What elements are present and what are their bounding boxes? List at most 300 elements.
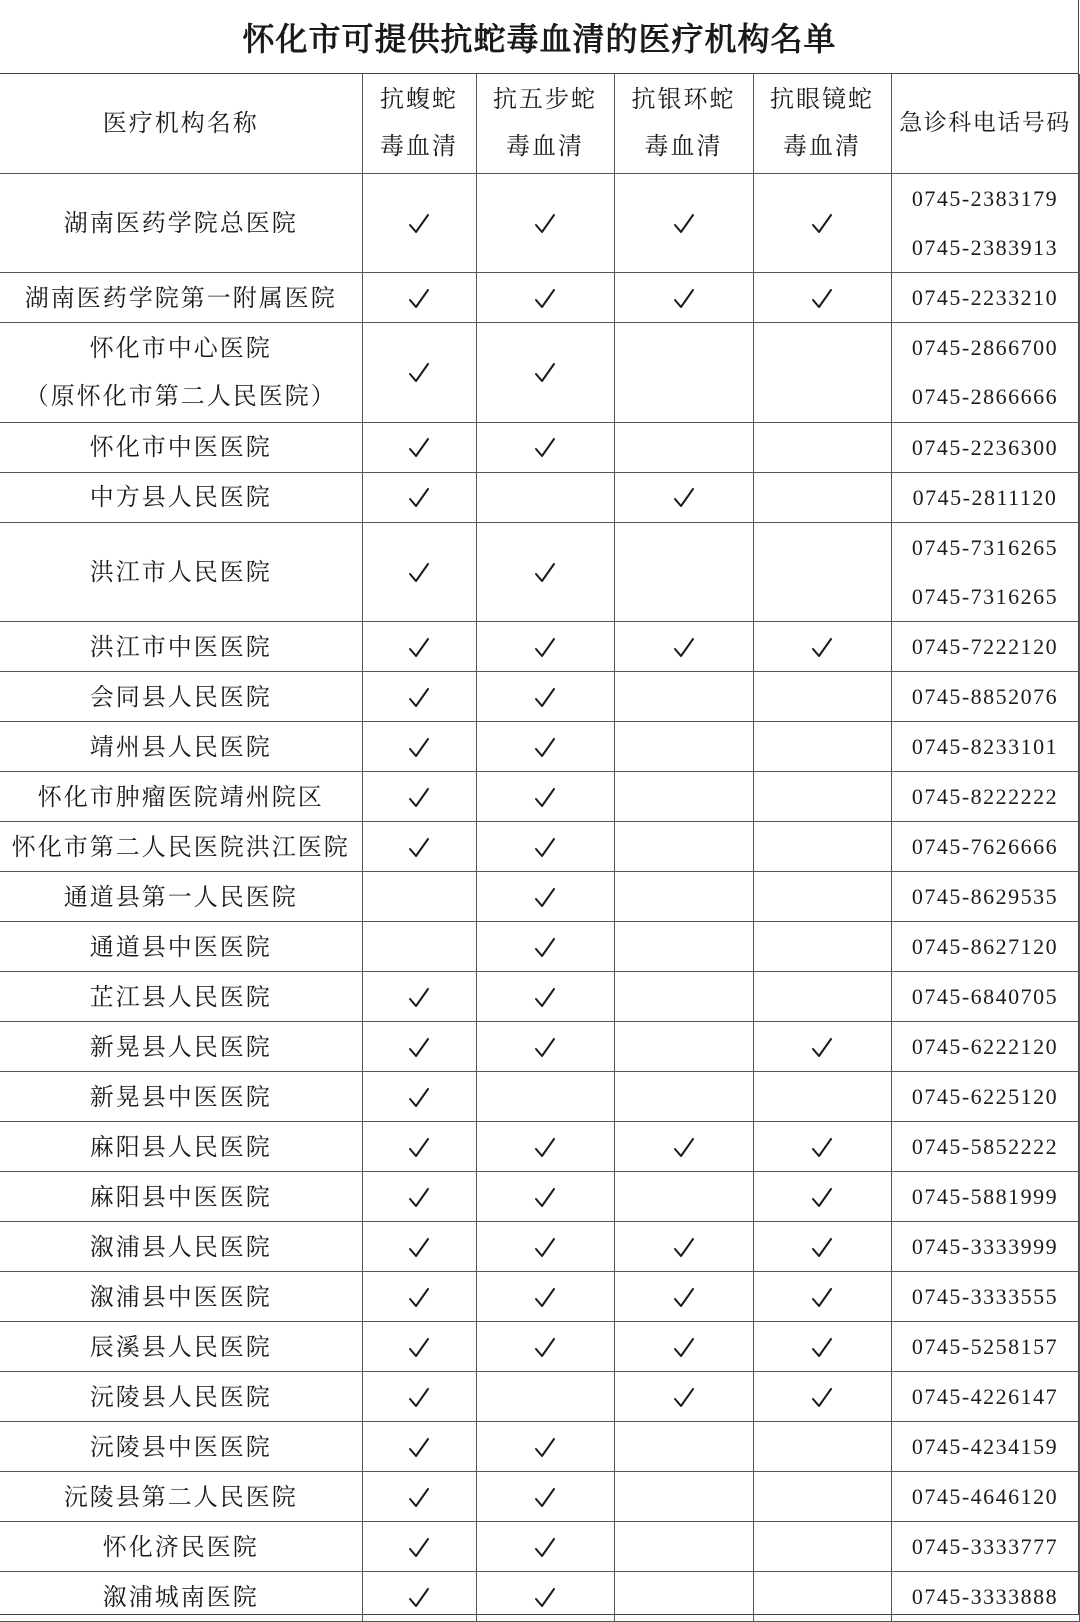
emergency-phone <box>891 1122 1079 1172</box>
antivenom-a-cell <box>362 1572 476 1622</box>
checkmark-icon <box>534 1536 556 1560</box>
antivenom-a-cell <box>362 1372 476 1422</box>
hospital-name <box>0 1572 362 1622</box>
table-row <box>0 922 1079 972</box>
antivenom-b-cell <box>476 1522 614 1572</box>
phone-number: 0745-4646120 <box>911 1484 1059 1510</box>
antivenom-d-cell <box>753 323 891 423</box>
antivenom-d-cell <box>753 173 891 273</box>
phone-number: 0745-6222120 <box>911 1034 1059 1060</box>
checkmark-icon <box>534 836 556 860</box>
checkmark-icon <box>811 212 833 236</box>
table-row <box>0 1122 1079 1172</box>
checkmark-icon <box>534 1136 556 1160</box>
checkmark-icon <box>673 636 695 660</box>
antivenom-b-cell <box>476 1022 614 1072</box>
table-row <box>0 1172 1079 1222</box>
checkmark-icon <box>534 1586 556 1610</box>
emergency-phone <box>891 273 1079 323</box>
antivenom-c-cell <box>614 1222 753 1272</box>
antivenom-a-cell <box>362 922 476 972</box>
antivenom-a-cell <box>362 672 476 722</box>
antivenom-c-cell <box>614 1472 753 1522</box>
table-row <box>0 1472 1079 1522</box>
antivenom-b-cell <box>476 1472 614 1522</box>
checkmark-icon <box>534 1336 556 1360</box>
antivenom-b-cell <box>476 1272 614 1322</box>
antivenom-b-cell <box>476 422 614 472</box>
antivenom-a-cell <box>362 1322 476 1372</box>
checkmark-icon <box>408 686 430 710</box>
checkmark-icon <box>811 1286 833 1310</box>
phone-number: 0745-2866666 <box>911 384 1059 410</box>
hospital-name-line: 怀化济民医院 <box>102 1532 259 1561</box>
antivenom-a-cell <box>362 722 476 772</box>
table-row <box>0 822 1079 872</box>
antivenom-d-cell <box>753 1572 891 1622</box>
antivenom-b-cell <box>476 622 614 672</box>
checkmark-icon <box>408 636 430 660</box>
checkmark-icon <box>534 1436 556 1460</box>
antivenom-a-cell <box>362 872 476 922</box>
emergency-phone <box>891 522 1079 622</box>
antivenom-b-cell <box>476 1122 614 1172</box>
phone-number: 0745-4226147 <box>911 1384 1059 1410</box>
antivenom-d-cell <box>753 622 891 672</box>
phone-number: 0745-2236300 <box>911 434 1059 460</box>
emergency-phone <box>891 1172 1079 1222</box>
hospital-name <box>0 522 362 622</box>
antivenom-b-cell <box>476 672 614 722</box>
antivenom-d-cell <box>753 1322 891 1372</box>
antivenom-b-cell <box>476 872 614 922</box>
phone-number: 0745-7222120 <box>911 634 1059 660</box>
checkmark-icon <box>408 486 430 510</box>
antivenom-c-cell <box>614 1572 753 1622</box>
antivenom-b-cell <box>476 472 614 522</box>
antivenom-c-cell <box>614 1022 753 1072</box>
emergency-phone <box>891 472 1079 522</box>
antivenom-a-cell <box>362 972 476 1022</box>
phone-number: 0745-6225120 <box>911 1084 1059 1110</box>
table-row <box>0 422 1079 472</box>
checkmark-icon <box>534 986 556 1010</box>
antivenom-c-cell <box>614 173 753 273</box>
hospital-name <box>0 1222 362 1272</box>
header-row <box>0 74 1079 173</box>
checkmark-icon <box>673 1386 695 1410</box>
antivenom-c-cell <box>614 1072 753 1122</box>
checkmark-icon <box>408 1186 430 1210</box>
hospital-name <box>0 1122 362 1172</box>
emergency-phone <box>891 872 1079 922</box>
antivenom-d-cell <box>753 722 891 772</box>
emergency-phone <box>891 1372 1079 1422</box>
phone-number: 0745-7316265 <box>911 534 1059 560</box>
hospital-name <box>0 972 362 1022</box>
checkmark-icon <box>408 986 430 1010</box>
table-row <box>0 1422 1079 1472</box>
antivenom-c-cell <box>614 1272 753 1322</box>
emergency-phone <box>891 1272 1079 1322</box>
checkmark-icon <box>534 736 556 760</box>
checkmark-icon <box>534 1236 556 1260</box>
antivenom-b-cell <box>476 1372 614 1422</box>
phone-number: 0745-5258157 <box>911 1334 1059 1360</box>
hospital-name <box>0 672 362 722</box>
hospital-name-line: 洪江市人民医院 <box>89 557 272 586</box>
hospital-name-line: 沅陵县中医医院 <box>89 1432 272 1461</box>
antivenom-d-cell <box>753 672 891 722</box>
antivenom-c-cell <box>614 323 753 423</box>
antivenom-a-cell <box>362 1122 476 1172</box>
hospital-name-line: 湖南医药学院第一附属医院 <box>24 283 337 312</box>
antivenom-b-cell <box>476 173 614 273</box>
antivenom-a-cell <box>362 772 476 822</box>
phone-number: 0745-3333555 <box>911 1284 1059 1310</box>
checkmark-icon <box>534 1286 556 1310</box>
antivenom-b-cell <box>476 772 614 822</box>
hospital-name <box>0 1272 362 1322</box>
table-row <box>0 972 1079 1022</box>
antivenom-d-cell <box>753 273 891 323</box>
phone-number: 0745-6840705 <box>911 984 1059 1010</box>
checkmark-icon <box>673 1286 695 1310</box>
hospital-name-line: 通道县第一人民医院 <box>63 882 298 911</box>
checkmark-icon <box>408 1136 430 1160</box>
checkmark-icon <box>534 786 556 810</box>
antivenom-c-cell <box>614 1372 753 1422</box>
emergency-phone <box>891 1222 1079 1272</box>
hospital-name-line: 溆浦城南医院 <box>102 1582 259 1611</box>
hospital-name-line: 湖南医药学院总医院 <box>63 208 298 237</box>
hospital-name <box>0 722 362 772</box>
table-row <box>0 1322 1079 1372</box>
header-phone: 急诊科电话号码 <box>891 74 1079 173</box>
hospital-name <box>0 1172 362 1222</box>
table-row <box>0 472 1079 522</box>
table-row <box>0 872 1079 922</box>
hospital-name <box>0 772 362 822</box>
hospital-name <box>0 1022 362 1072</box>
table-row <box>0 1372 1079 1422</box>
antivenom-d-cell <box>753 1272 891 1322</box>
antivenom-c-cell <box>614 872 753 922</box>
checkmark-icon <box>811 636 833 660</box>
hospital-name <box>0 173 362 273</box>
antivenom-c-cell <box>614 722 753 772</box>
hospital-name-line: 洪江市中医医院 <box>89 632 272 661</box>
antivenom-a-cell <box>362 1522 476 1572</box>
phone-number: 0745-5852222 <box>911 1134 1059 1160</box>
checkmark-icon <box>811 1136 833 1160</box>
table-row <box>0 1022 1079 1072</box>
antivenom-c-cell <box>614 1522 753 1572</box>
antivenom-d-cell <box>753 422 891 472</box>
antivenom-b-cell <box>476 323 614 423</box>
antivenom-a-cell <box>362 822 476 872</box>
checkmark-icon <box>534 287 556 311</box>
checkmark-icon <box>673 1136 695 1160</box>
emergency-phone <box>891 622 1079 672</box>
hospital-name-line: 沅陵县人民医院 <box>89 1382 272 1411</box>
table-body <box>0 173 1079 1622</box>
table-row <box>0 323 1079 423</box>
antivenom-c-cell <box>614 822 753 872</box>
header-antivenom-b: 抗五步蛇 毒血清 <box>476 74 614 173</box>
table-row <box>0 273 1079 323</box>
checkmark-icon <box>408 836 430 860</box>
phone-number: 0745-2233210 <box>911 285 1059 311</box>
antivenom-d-cell <box>753 1172 891 1222</box>
phone-number: 0745-5881999 <box>911 1184 1059 1210</box>
hospital-name <box>0 872 362 922</box>
table-row <box>0 1272 1079 1322</box>
antivenom-b-cell <box>476 722 614 772</box>
checkmark-icon <box>811 287 833 311</box>
table-row <box>0 173 1079 273</box>
table-row <box>0 1522 1079 1572</box>
emergency-phone <box>891 173 1079 273</box>
antivenom-c-cell <box>614 1122 753 1172</box>
antivenom-b-cell <box>476 1222 614 1272</box>
antivenom-d-cell <box>753 1072 891 1122</box>
checkmark-icon <box>408 212 430 236</box>
antivenom-c-cell <box>614 1172 753 1222</box>
phone-number: 0745-4234159 <box>911 1434 1059 1460</box>
hospital-name <box>0 273 362 323</box>
antivenom-a-cell <box>362 622 476 672</box>
hospital-name-line: 靖州县人民医院 <box>89 732 272 761</box>
checkmark-icon <box>408 287 430 311</box>
checkmark-icon <box>534 936 556 960</box>
emergency-phone <box>891 822 1079 872</box>
checkmark-icon <box>534 1486 556 1510</box>
hospital-name-line: 麻阳县中医医院 <box>89 1182 272 1211</box>
hospital-name <box>0 1072 362 1122</box>
phone-number: 0745-8629535 <box>911 884 1059 910</box>
emergency-phone <box>891 1322 1079 1372</box>
hospital-name <box>0 822 362 872</box>
hospital-name <box>0 472 362 522</box>
table-row <box>0 522 1079 622</box>
hospital-name <box>0 422 362 472</box>
antivenom-a-cell <box>362 472 476 522</box>
emergency-phone <box>891 1022 1079 1072</box>
hospital-name-line: 芷江县人民医院 <box>89 982 272 1011</box>
checkmark-icon <box>534 1036 556 1060</box>
hospital-name <box>0 1472 362 1522</box>
phone-number: 0745-8233101 <box>911 734 1059 760</box>
emergency-phone <box>891 722 1079 772</box>
document-title: 怀化市可提供抗蛇毒血清的医疗机构名单 <box>0 0 1079 74</box>
hospital-name-line: 中方县人民医院 <box>89 483 272 512</box>
checkmark-icon <box>534 1186 556 1210</box>
antivenom-c-cell <box>614 972 753 1022</box>
antivenom-a-cell <box>362 1472 476 1522</box>
antivenom-c-cell <box>614 472 753 522</box>
antivenom-d-cell <box>753 1422 891 1472</box>
checkmark-icon <box>408 1036 430 1060</box>
checkmark-icon <box>408 786 430 810</box>
phone-number: 0745-2383913 <box>911 234 1059 260</box>
antivenom-a-cell <box>362 173 476 273</box>
antivenom-d-cell <box>753 1372 891 1422</box>
antivenom-b-cell <box>476 1322 614 1372</box>
antivenom-a-cell <box>362 1422 476 1472</box>
emergency-phone <box>891 323 1079 423</box>
antivenom-c-cell <box>614 1322 753 1372</box>
emergency-phone <box>891 772 1079 822</box>
checkmark-icon <box>408 1286 430 1310</box>
checkmark-icon <box>534 361 556 385</box>
table-row <box>0 772 1079 822</box>
antivenom-d-cell <box>753 972 891 1022</box>
antivenom-d-cell <box>753 1122 891 1172</box>
checkmark-icon <box>408 1536 430 1560</box>
header-name: 医疗机构名称 <box>0 74 362 173</box>
antivenom-c-cell <box>614 922 753 972</box>
antivenom-b-cell <box>476 1172 614 1222</box>
checkmark-icon <box>408 736 430 760</box>
checkmark-icon <box>408 361 430 385</box>
checkmark-icon <box>811 1336 833 1360</box>
checkmark-icon <box>408 1436 430 1460</box>
phone-number: 0745-3333999 <box>911 1234 1059 1260</box>
antivenom-a-cell <box>362 323 476 423</box>
emergency-phone <box>891 1072 1079 1122</box>
phone-number: 0745-8627120 <box>911 934 1059 960</box>
checkmark-icon <box>673 1336 695 1360</box>
hospital-name-line: 辰溪县人民医院 <box>89 1332 272 1361</box>
phone-number: 0745-2811120 <box>912 484 1058 510</box>
antivenom-c-cell <box>614 422 753 472</box>
emergency-phone <box>891 1522 1079 1572</box>
antivenom-d-cell <box>753 922 891 972</box>
antivenom-b-cell <box>476 1422 614 1472</box>
checkmark-icon <box>408 1586 430 1610</box>
hospital-name-line: 怀化市第二人民医院洪江医院 <box>11 832 350 861</box>
checkmark-icon <box>408 436 430 460</box>
table-row <box>0 1072 1079 1122</box>
hospital-name <box>0 323 362 423</box>
antivenom-d-cell <box>753 822 891 872</box>
hospital-name <box>0 1422 362 1472</box>
antivenom-a-cell <box>362 1272 476 1322</box>
checkmark-icon <box>811 1036 833 1060</box>
checkmark-icon <box>534 886 556 910</box>
phone-number: 0745-7316265 <box>911 583 1059 609</box>
phone-number: 0745-8852076 <box>911 684 1059 710</box>
hospital-name <box>0 1322 362 1372</box>
checkmark-icon <box>408 1086 430 1110</box>
hospital-name <box>0 922 362 972</box>
antivenom-a-cell <box>362 273 476 323</box>
antivenom-d-cell <box>753 522 891 622</box>
antivenom-b-cell <box>476 822 614 872</box>
emergency-phone <box>891 1422 1079 1472</box>
antivenom-a-cell <box>362 1022 476 1072</box>
checkmark-icon <box>534 686 556 710</box>
checkmark-icon <box>673 287 695 311</box>
checkmark-icon <box>673 1236 695 1260</box>
hospital-name-line: （原怀化市第二人民医院） <box>24 382 337 411</box>
checkmark-icon <box>534 436 556 460</box>
checkmark-icon <box>811 1236 833 1260</box>
hospital-name-line: 麻阳县人民医院 <box>89 1132 272 1161</box>
hospital-name-line: 沅陵县第二人民医院 <box>63 1482 298 1511</box>
antivenom-d-cell <box>753 772 891 822</box>
phone-number: 0745-7626666 <box>911 834 1059 860</box>
header-antivenom-d: 抗眼镜蛇 毒血清 <box>753 74 891 173</box>
checkmark-icon <box>534 561 556 585</box>
phone-number: 0745-3333777 <box>911 1534 1059 1560</box>
checkmark-icon <box>673 486 695 510</box>
table-row <box>0 672 1079 722</box>
checkmark-icon <box>408 1236 430 1260</box>
antivenom-d-cell <box>753 872 891 922</box>
antivenom-a-cell <box>362 1222 476 1272</box>
checkmark-icon <box>534 636 556 660</box>
checkmark-icon <box>811 1186 833 1210</box>
emergency-phone <box>891 422 1079 472</box>
hospital-name-line: 溆浦县人民医院 <box>89 1232 272 1261</box>
hospital-name <box>0 1372 362 1422</box>
emergency-phone <box>891 922 1079 972</box>
hospital-name-line: 怀化市中心医院 <box>89 334 272 363</box>
checkmark-icon <box>408 1336 430 1360</box>
antivenom-b-cell <box>476 273 614 323</box>
antivenom-d-cell <box>753 1222 891 1272</box>
hospital-name <box>0 1522 362 1572</box>
header-antivenom-a: 抗蝮蛇 毒血清 <box>362 74 476 173</box>
antivenom-c-cell <box>614 672 753 722</box>
antivenom-a-cell <box>362 1072 476 1122</box>
antivenom-d-cell <box>753 1522 891 1572</box>
antivenom-a-cell <box>362 522 476 622</box>
antivenom-c-cell <box>614 622 753 672</box>
hospital-name-line: 新晃县人民医院 <box>89 1032 272 1061</box>
hospital-name-line: 通道县中医医院 <box>89 932 272 961</box>
checkmark-icon <box>408 1486 430 1510</box>
phone-number: 0745-2383179 <box>911 185 1059 211</box>
antivenom-a-cell <box>362 422 476 472</box>
header-antivenom-c: 抗银环蛇 毒血清 <box>614 74 753 173</box>
antivenom-b-cell <box>476 1572 614 1622</box>
hospital-name <box>0 622 362 672</box>
antivenom-c-cell <box>614 273 753 323</box>
table-row <box>0 622 1079 672</box>
antivenom-d-cell <box>753 1022 891 1072</box>
emergency-phone <box>891 972 1079 1022</box>
hospital-name-line: 怀化市肿瘤医院靖州院区 <box>37 782 324 811</box>
antivenom-b-cell <box>476 1072 614 1122</box>
checkmark-icon <box>408 1386 430 1410</box>
table-row <box>0 1572 1079 1622</box>
antivenom-b-cell <box>476 922 614 972</box>
hospital-table <box>0 74 1080 1622</box>
antivenom-d-cell <box>753 1472 891 1522</box>
antivenom-b-cell <box>476 522 614 622</box>
table-row <box>0 722 1079 772</box>
hospital-name-line: 溆浦县中医医院 <box>89 1282 272 1311</box>
emergency-phone <box>891 672 1079 722</box>
hospital-name-line: 新晃县中医医院 <box>89 1082 272 1111</box>
antivenom-b-cell <box>476 972 614 1022</box>
antivenom-d-cell <box>753 472 891 522</box>
phone-number: 0745-3333888 <box>911 1584 1059 1610</box>
phone-number: 0745-8222222 <box>911 784 1059 810</box>
